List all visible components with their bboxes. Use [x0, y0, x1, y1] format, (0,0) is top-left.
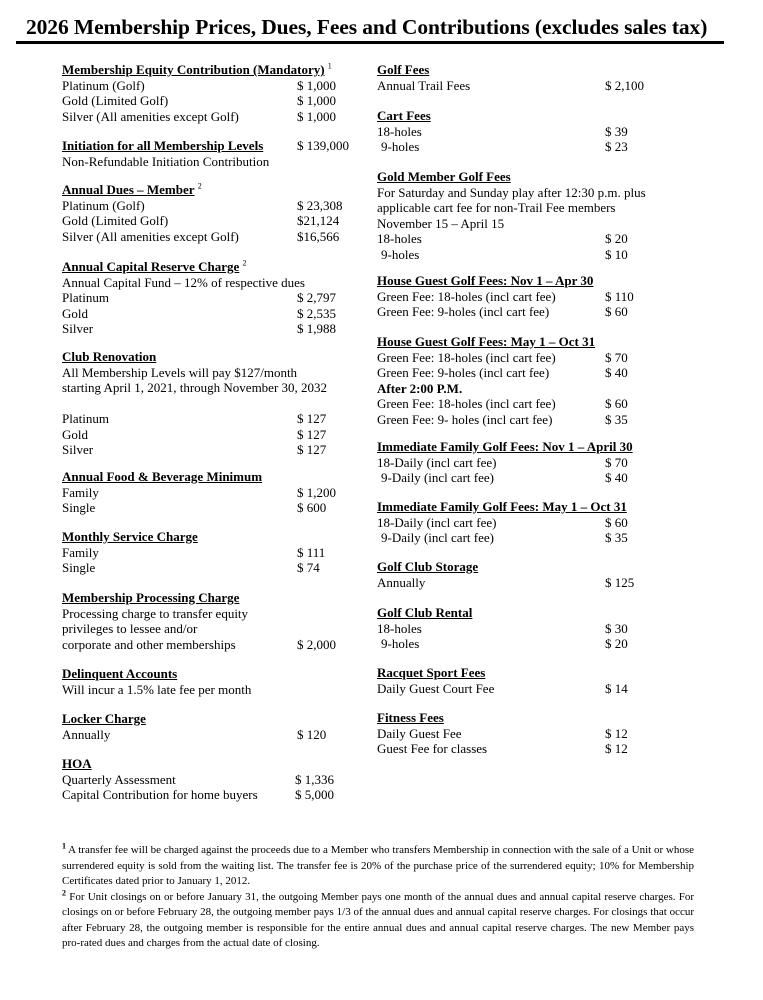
processing-line: privileges to lessee and/or — [62, 621, 198, 636]
processing-heading: Membership Processing Charge — [62, 590, 240, 605]
initiation-value: $ 139,000 — [297, 138, 349, 153]
price-row: Silver (All amenities except Golf) $16,566 — [62, 228, 340, 244]
fitness-heading: Fitness Fees — [377, 710, 444, 725]
footnote-2: $^2$ For Unit closings on or before January 31, the outgoing Member pays one month of the annual dues and annual capital reserve charges. For closings on or before February 28, the outgoing member pays 1/3 of the annual dues and annual capital reserve charges. For closings that occur after February 28, the outgoing member is responsible for the entire annual dues and annual capital reserve charges. The new Member pays pro-rated dues and charges from the actual date of closing. — [62, 887, 695, 949]
price-row: 9-holes $ 23 — [381, 139, 628, 154]
price-row: Annually $ 120 — [62, 726, 327, 742]
title-divider — [16, 41, 724, 44]
price-row: Green Fee: 9-holes (incl cart fee) $ 60 — [377, 304, 628, 319]
service-heading: Monthly Service Charge — [62, 529, 198, 544]
renovation-line: starting April 1, 2021, through November 30, 2032 — [62, 380, 328, 395]
hoa-section — [62, 756, 362, 803]
storage-heading: Golf Club Storage — [377, 559, 479, 574]
reserve-section — [62, 259, 362, 337]
family-summer-section — [377, 499, 652, 546]
locker-heading: Locker Charge — [62, 711, 146, 726]
price-row: Quarterly Assessment $ 1,336 — [62, 771, 334, 787]
price-row: Green Fee: 18-holes (incl cart fee) $ 60 — [377, 396, 628, 411]
page-title: 2026 Membership Prices, Dues, Fees and Contributions (excludes sales tax) — [26, 15, 708, 39]
price-row: Silver (All amenities except Golf) $ 1,000 — [62, 108, 336, 124]
price-row: corporate and other memberships $ 2,000 — [62, 636, 336, 652]
price-row: 9-Daily (incl cart fee) $ 40 — [381, 470, 628, 485]
price-row: 9-Daily (incl cart fee) $ 35 — [381, 530, 628, 545]
food-section — [62, 469, 362, 516]
service-section — [62, 529, 362, 576]
guest-summer-heading: House Guest Golf Fees: May 1 – Oct 31 — [377, 334, 596, 349]
price-row: Daily Guest Court Fee $ 14 — [377, 680, 628, 696]
price-row: 18-holes $ 39 — [377, 123, 628, 139]
footnote-ref: 1 — [327, 61, 332, 71]
price-row: Family $ 1,200 — [62, 484, 336, 500]
cart-fees-heading: Cart Fees — [377, 108, 431, 123]
golf-fees-section — [377, 62, 652, 93]
price-row: Annual Trail Fees $ 2,100 — [377, 77, 644, 93]
reserve-heading: Annual Capital Reserve Charge — [62, 259, 240, 274]
equity-heading: Membership Equity Contribution (Mandatory) — [62, 62, 325, 77]
racquet-section — [377, 665, 652, 696]
renovation-line: All Membership Levels will pay $127/month — [62, 364, 298, 380]
price-row: Single $ 600 — [62, 500, 327, 515]
gold-golf-line: November 15 – April 15 — [377, 215, 505, 231]
price-row: Family $ 111 — [62, 544, 326, 560]
gold-golf-section — [377, 169, 652, 262]
price-row: Annually $ 125 — [377, 574, 635, 590]
price-row: Green Fee: 9- holes (incl cart fee) $ 35 — [377, 411, 628, 427]
price-row: Green Fee: 18-holes (incl cart fee) $ 110 — [377, 288, 634, 304]
processing-section — [62, 590, 362, 652]
price-row: Single $ 74 — [62, 560, 320, 575]
price-row: 18-Daily (incl cart fee) $ 60 — [377, 514, 628, 530]
gold-golf-line: For Saturday and Sunday play after 12:30 p.m. plus — [377, 184, 646, 200]
processing-line: Processing charge to transfer equity — [62, 605, 249, 621]
footnote-ref: 2 — [242, 258, 247, 268]
dues-heading: Annual Dues – Member — [62, 182, 195, 197]
price-row: 9-holes $ 20 — [381, 636, 628, 651]
family-winter-section — [377, 439, 652, 486]
initiation-section — [62, 138, 362, 169]
renovation-section — [62, 349, 362, 458]
price-row: Silver $ 127 — [62, 442, 327, 457]
family-winter-heading: Immediate Family Golf Fees: Nov 1 – April 30 — [377, 439, 633, 454]
cart-fees-section — [377, 108, 652, 155]
price-row: Platinum $ 2,797 — [62, 290, 336, 305]
price-row: Green Fee: 9-holes (incl cart fee) $ 40 — [377, 365, 628, 380]
initiation-heading: Initiation for all Membership Levels — [62, 138, 264, 153]
price-row: Capital Contribution for home buyers $ 5,000 — [62, 787, 334, 802]
price-row: Green Fee: 18-holes (incl cart fee) $ 70 — [377, 349, 628, 365]
price-row: Platinum $ 127 — [62, 411, 327, 426]
delinquent-heading: Delinquent Accounts — [62, 666, 178, 681]
gold-golf-line: applicable cart fee for non-Trail Fee members — [377, 200, 616, 215]
price-row: Daily Guest Fee $ 12 — [377, 725, 628, 741]
footnote-1: $^1$ A transfer fee will be charged against the proceeds due to a Member who transfers Membership in connection with the sale of a Unit or whose surrendered equity is sold from the waiting list. The transfer fee is 20% of the purchase price of the surrendered equity; 10% for Membership Certificates dated prior to January 1, 2012. — [62, 841, 694, 887]
price-row: Gold (Limited Golf) $ 1,000 — [62, 93, 336, 108]
golf-fees-heading: Golf Fees — [377, 62, 430, 77]
dues-section — [62, 182, 362, 244]
guest-winter-heading: House Guest Golf Fees: Nov 1 – Apr 30 — [377, 273, 594, 288]
food-heading: Annual Food & Beverage Minimum — [62, 469, 263, 484]
locker-section — [62, 711, 362, 742]
gold-golf-heading: Gold Member Golf Fees — [377, 169, 511, 184]
price-row: Platinum (Golf) $ 1,000 — [62, 77, 336, 93]
hoa-heading: HOA — [62, 756, 92, 771]
delinquent-section — [62, 666, 362, 697]
storage-section — [377, 559, 652, 590]
renovation-heading: Club Renovation — [62, 349, 157, 364]
price-row: Silver $ 1,988 — [62, 321, 336, 336]
reserve-note: Annual Capital Fund – 12% of respective dues — [62, 274, 305, 290]
price-row: Guest Fee for classes $ 12 — [377, 741, 628, 756]
guest-winter-section — [377, 273, 652, 320]
fitness-section — [377, 710, 652, 757]
racquet-heading: Racquet Sport Fees — [377, 665, 486, 680]
after-2pm-label: After 2:00 P.M. — [377, 380, 463, 396]
rental-heading: Golf Club Rental — [377, 605, 473, 620]
price-row: Platinum (Golf) $ 23,308 — [62, 197, 343, 213]
footnotes — [62, 843, 694, 952]
guest-summer-section — [377, 334, 652, 427]
price-row: Gold $ 2,535 — [62, 305, 336, 321]
price-row: Gold $ 127 — [62, 426, 327, 442]
price-row: 9-holes $ 10 — [381, 246, 628, 262]
equity-section — [62, 62, 362, 124]
price-row: Gold (Limited Golf) $21,124 — [62, 213, 340, 228]
family-summer-heading: Immediate Family Golf Fees: May 1 – Oct 31 — [377, 499, 627, 514]
price-row: 18-holes $ 20 — [377, 231, 628, 246]
price-row: 18-Daily (incl cart fee) $ 70 — [377, 454, 628, 470]
rental-section — [377, 605, 652, 652]
price-row: 18-holes $ 30 — [377, 620, 628, 636]
footnote-ref: 2 — [197, 181, 202, 191]
initiation-note: Non-Refundable Initiation Contribution — [62, 153, 270, 169]
delinquent-note: Will incur a 1.5% late fee per month — [62, 681, 252, 697]
